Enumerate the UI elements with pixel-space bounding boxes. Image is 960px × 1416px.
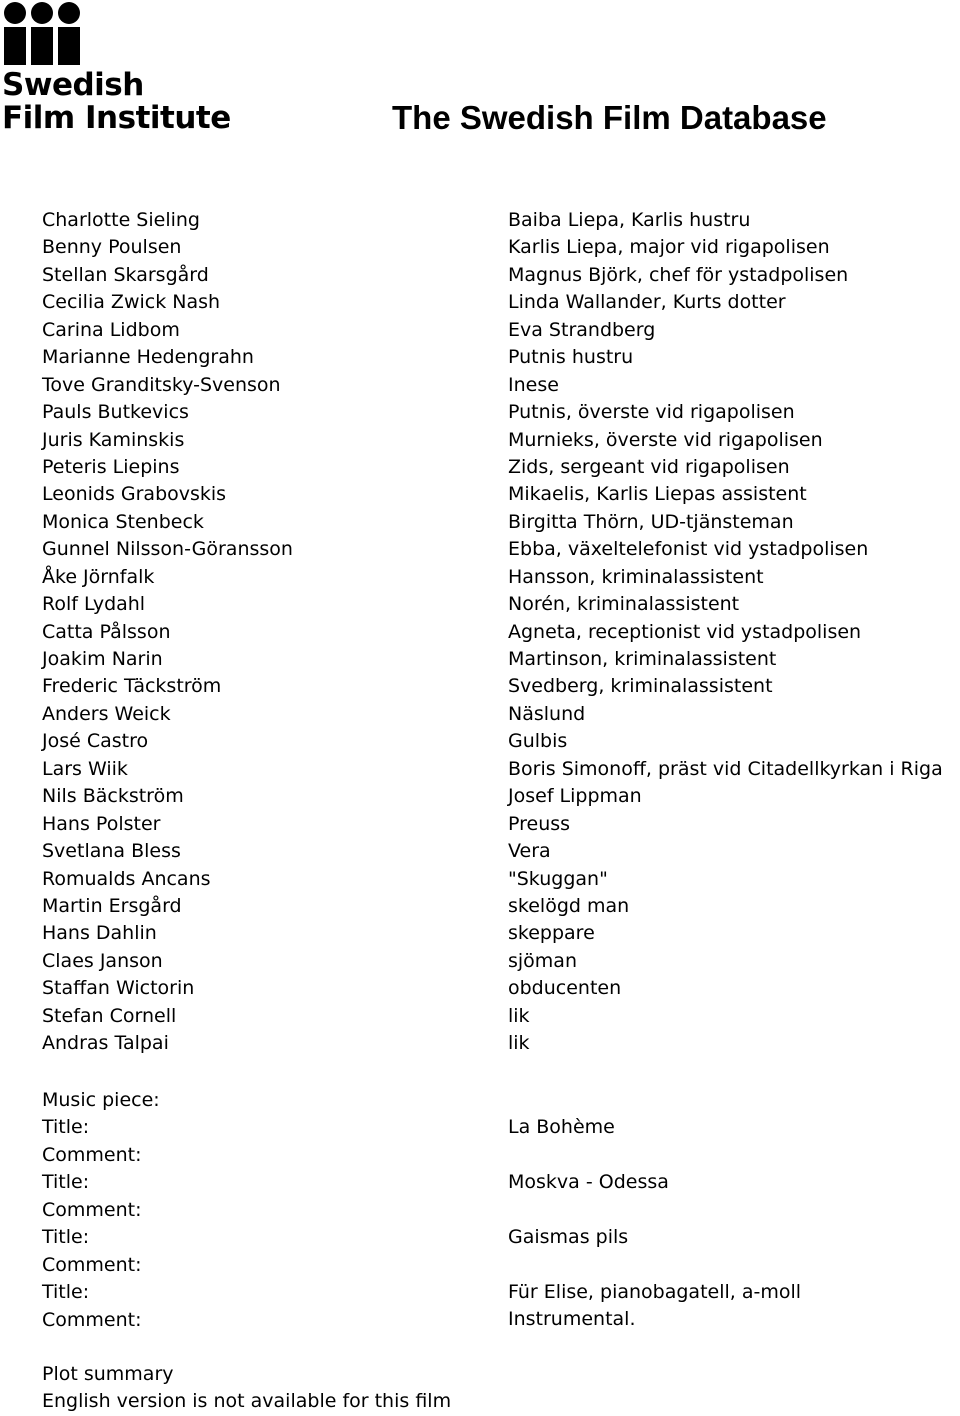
cast-role-name: Agneta, receptionist vid ystadpolisen xyxy=(508,620,862,643)
cast-actor-name: Catta Pålsson xyxy=(42,620,171,643)
cast-actor-name: Marianne Hedengrahn xyxy=(42,346,254,369)
cast-role-name: Linda Wallander, Kurts dotter xyxy=(508,291,786,314)
plot-heading: Plot summary xyxy=(42,1363,174,1385)
cast-actor-name: Gunnel Nilsson-Göransson xyxy=(42,538,293,561)
cast-role-name: Norén, kriminalassistent xyxy=(508,593,740,616)
cast-role-name: lik xyxy=(508,1032,530,1055)
cast-role-name: Zids, sergeant vid rigapolisen xyxy=(508,455,790,478)
cast-actor-name: Stefan Cornell xyxy=(42,1004,177,1027)
cast-role-name: Hansson, kriminalassistent xyxy=(508,565,764,588)
cast-role-name: sjöman xyxy=(508,949,577,972)
cast-role-name: Näslund xyxy=(508,702,586,725)
cast-role-name: Gulbis xyxy=(508,730,568,753)
cast-actor-name: Anders Weick xyxy=(42,702,171,725)
cast-actor-name: Claes Janson xyxy=(42,949,163,972)
music-section-labels xyxy=(42,1087,160,1334)
music-label-list xyxy=(42,1114,160,1334)
cast-role-name: skeppare xyxy=(508,922,595,945)
cast-role-name: Boris Simonoff, präst vid Citadellkyrkan i Riga xyxy=(508,757,943,780)
page-title: The Swedish Film Database xyxy=(392,99,827,136)
music-comment-label: Comment: xyxy=(42,1253,142,1276)
plot-section xyxy=(42,1361,451,1416)
plot-text: English version is not available for this film xyxy=(42,1390,452,1413)
swedish-film-institute-logo xyxy=(2,2,231,137)
logo-text-line2: Film Institute xyxy=(2,100,231,136)
music-title-label: Title: xyxy=(42,1226,90,1249)
cast-role-name: Preuss xyxy=(508,812,571,835)
music-title-value: Für Elise, pianobagatell, a-moll xyxy=(508,1280,802,1303)
cast-role-name: Murnieks, överste vid rigapolisen xyxy=(508,428,823,451)
cast-actor-name: Monica Stenbeck xyxy=(42,510,204,533)
cast-actor-name: Rolf Lydahl xyxy=(42,593,146,616)
cast-actor-name: Andras Talpai xyxy=(42,1032,169,1055)
cast-actor-name: Cecilia Zwick Nash xyxy=(42,291,221,314)
music-comment-value xyxy=(508,1141,801,1168)
cast-actor-name: Stellan Skarsgård xyxy=(42,263,209,286)
cast-actor-name: Åke Jörnfalk xyxy=(42,565,155,588)
cast-role-name: Putnis, överste vid rigapolisen xyxy=(508,401,795,424)
cast-actor-name: Pauls Butkevics xyxy=(42,401,189,424)
logo-text-line1: Swedish xyxy=(2,67,144,103)
music-value-list xyxy=(508,1114,801,1334)
cast-role-name: "Skuggan" xyxy=(508,867,608,890)
cast-actor-name: Staffan Wictorin xyxy=(42,977,195,1000)
cast-actor-name: Romualds Ancans xyxy=(42,867,211,890)
cast-role-name: Josef Lippman xyxy=(508,785,642,808)
music-comment-label: Comment: xyxy=(42,1143,142,1166)
cast-role-list xyxy=(508,207,943,1058)
cast-role-name: skelögd man xyxy=(508,894,630,917)
cast-actor-name: Hans Polster xyxy=(42,812,161,835)
cast-role-name: obducenten xyxy=(508,977,622,1000)
cast-role-name: Eva Strandberg xyxy=(508,318,656,341)
cast-actor-name: Benny Poulsen xyxy=(42,236,182,259)
music-comment-value: Instrumental. xyxy=(508,1308,636,1331)
cast-role-name: lik xyxy=(508,1004,530,1027)
cast-actor-name: Peteris Liepins xyxy=(42,455,180,478)
music-title-value: Gaismas pils xyxy=(508,1225,629,1248)
music-comment-value xyxy=(508,1251,801,1278)
cast-actor-name: Leonids Grabovskis xyxy=(42,483,227,506)
cast-role-name: Magnus Björk, chef för ystadpolisen xyxy=(508,263,849,286)
cast-role-name: Inese xyxy=(508,373,559,396)
cast-actor-name: Charlotte Sieling xyxy=(42,209,200,231)
cast-actor-name: Svetlana Bless xyxy=(42,840,181,863)
music-title-label: Title: xyxy=(42,1171,90,1194)
music-heading: Music piece: xyxy=(42,1089,160,1111)
cast-actor-name: Frederic Täckström xyxy=(42,675,222,698)
cast-actor-name: Tove Granditsky-Svenson xyxy=(42,373,281,396)
cast-actor-name: Carina Lidbom xyxy=(42,318,180,341)
cast-actor-list xyxy=(42,207,293,1058)
music-title-label: Title: xyxy=(42,1116,90,1139)
cast-actor-name: José Castro xyxy=(42,730,149,753)
cast-actor-name: Hans Dahlin xyxy=(42,922,157,945)
cast-role-name: Svedberg, kriminalassistent xyxy=(508,675,773,698)
cast-actor-name: Lars Wiik xyxy=(42,757,128,780)
music-comment-value xyxy=(508,1196,801,1223)
cast-role-name: Putnis hustru xyxy=(508,346,634,369)
cast-role-name: Vera xyxy=(508,840,551,863)
cast-role-name: Martinson, kriminalassistent xyxy=(508,648,777,670)
music-title-value: La Bohème xyxy=(508,1116,615,1138)
music-comment-label: Comment: xyxy=(42,1308,142,1331)
cast-role-name: Baiba Liepa, Karlis hustru xyxy=(508,209,751,231)
cast-actor-name: Nils Bäckström xyxy=(42,785,184,808)
cast-actor-name: Martin Ersgård xyxy=(42,894,182,917)
music-title-label: Title: xyxy=(42,1281,90,1304)
cast-role-name: Mikaelis, Karlis Liepas assistent xyxy=(508,483,807,506)
cast-role-name: Karlis Liepa, major vid rigapolisen xyxy=(508,236,830,259)
cast-actor-name: Joakim Narin xyxy=(42,648,163,670)
music-title-value: Moskva - Odessa xyxy=(508,1170,669,1193)
cast-role-name: Birgitta Thörn, UD-tjänsteman xyxy=(508,510,794,533)
cast-role-name: Ebba, växeltelefonist vid ystadpolisen xyxy=(508,538,869,561)
cast-actor-name: Juris Kaminskis xyxy=(42,428,185,451)
music-comment-label: Comment: xyxy=(42,1198,142,1221)
